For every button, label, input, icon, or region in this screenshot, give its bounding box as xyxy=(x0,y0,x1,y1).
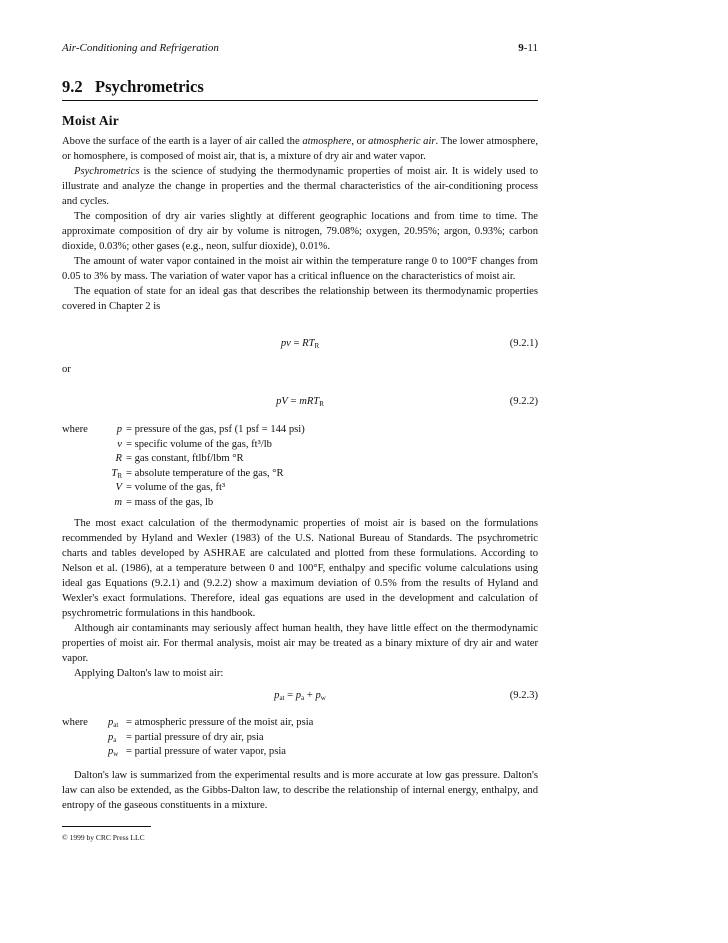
eq1-lhs: pv xyxy=(280,338,291,349)
running-header xyxy=(62,42,538,54)
copyright-footer: © 1999 by CRC Press LLC xyxy=(62,833,145,842)
where-row xyxy=(62,745,538,760)
where-row xyxy=(62,438,538,453)
symbol-subscript: at xyxy=(113,721,119,729)
eq2-lhs: pV xyxy=(276,396,288,407)
where-label: where xyxy=(62,717,88,728)
where-label: where xyxy=(62,424,88,435)
definition: = gas constant, ftlbf/lbm °R xyxy=(126,453,244,464)
page-number-chapter: 9 xyxy=(518,42,524,54)
symbol: v xyxy=(117,438,122,450)
subsection-title: Moist Air xyxy=(62,113,119,128)
p1-text-a: Above the surface of the earth is a layer of air called the xyxy=(62,136,303,147)
eq1-equals: = xyxy=(290,338,303,349)
definition: = atmospheric pressure of the moist air, psia xyxy=(126,717,314,728)
p1-term-atmosphere: atmosphere xyxy=(302,136,352,147)
where-row xyxy=(62,423,538,438)
symbol: p xyxy=(108,731,114,743)
equation-number: (9.2.1) xyxy=(509,338,538,349)
paragraph-composition: The composition of dry air varies slightly at different geographic locations and from time to time. The approximate composition of dry air by volume is nitrogen, 79.08%; oxygen, 20.95%; argon, 0.93%; carbon dioxide, 0.03%; other gases (e.g., neon, sulfur dioxide), 0.01%. xyxy=(62,211,538,252)
body-text-2 xyxy=(62,516,538,681)
eq3-p-w: p xyxy=(315,690,321,701)
paragraph-psychrometrics xyxy=(62,164,538,209)
where-row xyxy=(62,731,538,746)
eq2-subscript: R xyxy=(319,400,324,408)
eq3-sub-w: w xyxy=(320,694,326,702)
definition: = volume of the gas, ft³ xyxy=(126,482,226,493)
where-row xyxy=(62,716,538,731)
body-text-1 xyxy=(62,134,538,314)
eq3-p-a: p xyxy=(295,690,302,701)
paragraph-water-vapor: The amount of water vapor contained in the moist air within the temperature range 0 to 100°F changes from 0.05 to 3% by mass. The variation of water vapor has a critical influence on the characteristics of moist air. xyxy=(62,256,538,282)
paragraph-hyland-wexler: The most exact calculation of the thermodynamic properties of moist air is based on the formulations recommended by Hyland and Wexler (1983) of the U.S. National Bureau of Standards. The psychrometric charts and tables developed by ASHRAE are calculated and plotted from these formulations. According to Nelson et al. (1986), at a temperature between 0 and 100°F, enthalpy and specific volume calculations using ideal gas Equations (9.2.1) and (9.2.2) show a maximum deviation of 0.5% from the results of Hyland and Wexler's exact formulations. Therefore, ideal gas equations are used in the development and calculation of psychrometric formulations in this handbook. xyxy=(62,518,538,619)
eq3-sub-a: a xyxy=(301,694,305,702)
definition: = partial pressure of dry air, psia xyxy=(126,731,264,743)
page-number-rest: -11 xyxy=(523,42,538,54)
where-row xyxy=(62,496,538,511)
symbol: V xyxy=(115,482,122,493)
p1-text-e: . The lower atmosphere, or homosphere, is composed of moist air, that is, a mixture of dry air and water vapor. xyxy=(62,136,539,162)
equation-9-2-2 xyxy=(62,396,538,411)
symbol: p xyxy=(108,746,114,757)
symbol: T xyxy=(111,467,118,479)
page-number xyxy=(518,42,538,54)
definition: = absolute temperature of the gas, °R xyxy=(126,467,284,479)
equation-number: (9.2.2) xyxy=(509,396,538,407)
symbol-subscript: w xyxy=(113,750,119,758)
body-text-3 xyxy=(62,768,538,813)
eq3-plus: + xyxy=(304,690,316,701)
eq1-rhs: RT xyxy=(302,338,315,349)
where-row xyxy=(62,467,538,482)
equation-number: (9.2.3) xyxy=(509,690,538,701)
equation-9-2-3 xyxy=(62,690,538,705)
paragraph-dalton-intro: Applying Dalton's law to moist air: xyxy=(74,668,224,679)
symbol: R xyxy=(115,453,122,464)
p1-text-c: , or xyxy=(351,136,369,147)
paragraph-gibbs-dalton: Dalton's law is summarized from the experimental results and is more accurate at low gas pressure. Dalton's law can also be extended, as the Gibbs-Dalton law, to describe the relationship of internal energy, enthalpy, and entropy of the gaseous constituents in a mixture. xyxy=(62,770,538,811)
connector-or: or xyxy=(62,364,71,375)
where-list-2 xyxy=(62,716,538,760)
footer-rule xyxy=(62,826,151,827)
where-list-1 xyxy=(62,423,538,510)
paragraph-equation-of-state: The equation of state for an ideal gas that describes the relationship between its thermodynamic properties covered in Chapter 2 is xyxy=(62,286,538,312)
definition: = specific volume of the gas, ft³/lb xyxy=(126,438,272,450)
eq1-subscript: R xyxy=(314,342,320,350)
eq2-rhs: mRT xyxy=(299,396,320,407)
p1-term-atmospheric-air: atmospheric air xyxy=(368,136,436,147)
eq3-p-at: p xyxy=(274,690,280,701)
eq3-equals: = xyxy=(284,690,296,701)
section-title: 9.2 Psychrometrics xyxy=(62,77,538,101)
definition: = pressure of the gas, psf (1 psf = 144 psi) xyxy=(126,424,305,435)
running-title: Air-Conditioning and Refrigeration xyxy=(62,42,219,54)
paragraph-contaminants: Although air contaminants may seriously affect human health, they have little effect on the thermodynamic properties of moist air. For thermal analysis, moist air may be treated as a binary mixture of dry air and water vapor. xyxy=(62,623,538,664)
equation-9-2-1 xyxy=(62,338,538,353)
where-row xyxy=(62,452,538,467)
symbol: p xyxy=(116,424,122,435)
paragraph-atmosphere xyxy=(62,134,538,164)
symbol-subscript: a xyxy=(113,735,117,744)
symbol-subscript: R xyxy=(117,471,122,480)
eq2-equals: = xyxy=(287,396,300,407)
definition: = mass of the gas, lb xyxy=(126,496,214,508)
p2-term-psychrometrics: Psychrometrics xyxy=(74,166,140,177)
definition: = partial pressure of water vapor, psia xyxy=(126,746,286,757)
symbol: m xyxy=(114,496,122,508)
eq3-sub-at: at xyxy=(279,694,285,702)
where-row xyxy=(62,481,538,496)
p2-text-b: is the science of studying the thermodynamic properties of moist air. It is widely used to illustrate and analyze the change in properties and the thermal characteristics of the air-conditioning process and cycles. xyxy=(62,166,538,207)
symbol: p xyxy=(108,717,114,728)
